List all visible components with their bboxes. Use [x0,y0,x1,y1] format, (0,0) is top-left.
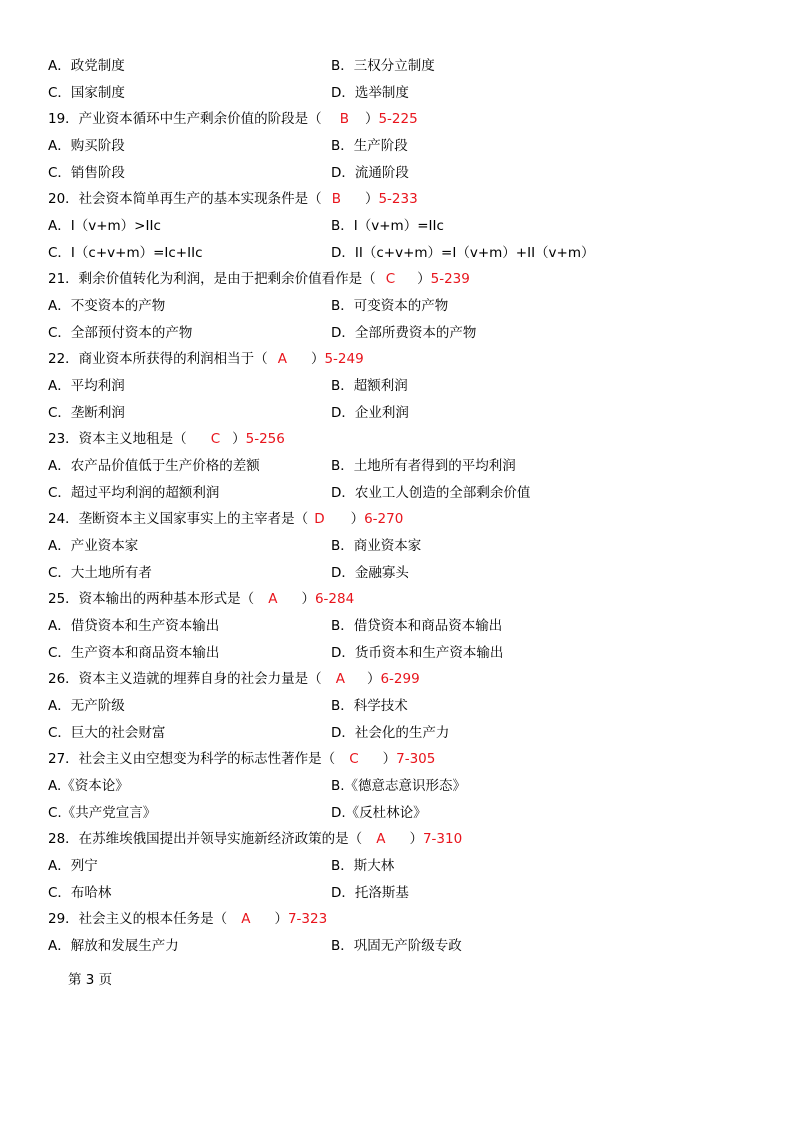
question-text [48,429,285,449]
question-stem: 19．产业资本循环中生产剩余价值的阶段是（ [48,111,322,127]
option-d: D．社会化的生产力 [331,725,450,741]
option-row [48,83,768,103]
option-b: B．斯大林 [331,858,395,874]
option-d: D．农业工人创造的全部剩余价值 [331,485,531,501]
answer-reference: 7-310 [422,831,463,847]
question-stem: 28．在苏维埃俄国提出并领导实施新经济政策的是（ [48,831,363,847]
question-row [48,749,768,769]
option-a: A．平均利润 [48,378,125,394]
option-a: A．产业资本家 [48,538,139,554]
question-stem: 27．社会主义由空想变为科学的标志性著作是（ [48,751,336,767]
answer-letter: A [241,911,251,927]
answer-reference: 6-284 [314,591,355,607]
question-text [48,189,418,209]
question-stem: 25．资本输出的两种基本形式是（ [48,591,255,607]
question-row [48,829,768,849]
option-c: C．大土地所有者 [48,565,152,581]
answer-letter: C [349,751,359,767]
option-d: D．企业利润 [331,405,409,421]
question-stem: 20．社会资本简单再生产的基本实现条件是（ [48,191,322,207]
option-a: A．不变资本的产物 [48,298,166,314]
question-close: ） [350,511,365,527]
answer-reference: 6-270 [364,511,404,527]
option-b: B．巩固无产阶级专政 [331,938,462,954]
question-text [48,589,354,609]
answer-letter: A [268,591,278,607]
option-b: B．三权分立制度 [331,58,435,74]
option-row [48,856,768,876]
question-close: ） [364,111,379,127]
option-c: C．巨大的社会财富 [48,725,166,741]
option-c: C．超过平均利润的超额利润 [48,485,220,501]
option-row [48,643,768,663]
page-number: 第 3 页 [68,972,113,988]
option-row [48,456,768,476]
answer-letter: A [376,831,386,847]
option-b: B．超额利润 [331,378,408,394]
answer-reference: 5-233 [378,191,418,207]
question-close: ） [382,751,397,767]
question-text [48,829,462,849]
question-text [48,749,435,769]
question-row [48,189,768,209]
option-row [48,563,768,583]
option-row [48,803,768,823]
option-b: B．商业资本家 [331,538,422,554]
question-row [48,109,768,129]
question-close: ） [417,271,431,287]
option-a: A．借贷资本和生产资本输出 [48,618,220,634]
answer-reference: 6-299 [380,671,420,687]
question-stem: 21．剩余价值转化为利润，是由于把剩余价值看作是（ [48,271,376,287]
question-text [48,669,420,689]
option-b: B．土地所有者得到的平均利润 [331,458,516,474]
question-row [48,909,768,929]
question-row [48,349,768,369]
option-row [48,616,768,636]
option-row [48,936,768,956]
option-c: C．全部预付资本的产物 [48,325,193,341]
answer-reference: 5-225 [378,111,418,127]
answer-letter: C [210,431,221,447]
option-a: A．农产品价值低于生产价格的差额 [48,458,260,474]
option-d: D．金融寡头 [331,565,409,581]
question-close: ） [274,911,288,927]
option-b: B．科学技术 [331,698,408,714]
question-text [48,509,403,529]
answer-reference: 7-323 [287,911,328,927]
question-text [48,109,418,129]
option-c: C．国家制度 [48,85,125,101]
option-d: D．选举制度 [331,85,409,101]
question-text [48,269,470,289]
question-row [48,269,768,289]
option-a: A．政党制度 [48,58,125,74]
option-a: A．无产阶级 [48,698,125,714]
option-b: B．可变资本的产物 [331,298,449,314]
question-close: ） [364,191,379,207]
question-close: ） [409,831,423,847]
option-b: B．I（v+m）=IIc [331,218,444,234]
answer-reference: 5-256 [245,431,285,447]
question-stem: 26．资本主义造就的埋葬自身的社会力量是（ [48,671,322,687]
option-row [48,403,768,423]
question-row [48,589,768,609]
question-row [48,429,768,449]
option-d: D．全部所费资本的产物 [331,325,477,341]
option-row [48,323,768,343]
answer-reference: 5-249 [324,351,364,367]
option-row [48,56,768,76]
question-row [48,669,768,689]
question-close: ） [366,671,381,687]
option-b: B.《德意志意识形态》 [331,778,467,794]
option-c: C．垄断利润 [48,405,125,421]
option-a: A.《资本论》 [48,778,129,794]
answer-letter: B [339,111,349,127]
option-a: A．I（v+m）>IIc [48,218,161,234]
answer-letter: D [314,511,325,527]
option-c: C．I（c+v+m）=Ic+IIc [48,245,203,261]
option-row [48,723,768,743]
option-row [48,696,768,716]
question-close: ） [310,351,325,367]
answer-reference: 5-239 [430,271,470,287]
option-row [48,243,768,263]
option-row [48,883,768,903]
option-a: A．列宁 [48,858,98,874]
question-close: ） [232,431,246,447]
question-stem: 22．商业资本所获得的利润相当于（ [48,351,268,367]
option-row [48,483,768,503]
option-c: C．销售阶段 [48,165,125,181]
option-a: A．解放和发展生产力 [48,938,179,954]
option-row [48,296,768,316]
question-stem: 23．资本主义地租是（ [48,431,187,447]
answer-letter: A [335,671,345,687]
question-text [48,909,327,929]
option-c: C．生产资本和商品资本输出 [48,645,220,661]
question-text [48,349,364,369]
option-row [48,216,768,236]
answer-reference: 7-305 [396,751,436,767]
option-b: B．生产阶段 [331,138,408,154]
question-close: ） [301,591,315,607]
option-row [48,776,768,796]
option-row [48,163,768,183]
option-d: D．II（c+v+m）=I（v+m）+II（v+m） [331,245,595,261]
question-stem: 29．社会主义的根本任务是（ [48,911,228,927]
answer-letter: A [277,351,287,367]
option-d: D．托洛斯基 [331,885,409,901]
answer-letter: B [331,191,341,207]
option-row [48,536,768,556]
option-c: C．布哈林 [48,885,112,901]
question-stem: 24．垄断资本主义国家事实上的主宰者是（ [48,511,309,527]
option-c: C.《共产党宣言》 [48,805,157,821]
option-a: A．购买阶段 [48,138,125,154]
option-b: B．借贷资本和商品资本输出 [331,618,503,634]
option-row [48,136,768,156]
question-row [48,509,768,529]
option-d: D.《反杜林论》 [331,805,427,821]
option-d: D．货币资本和生产资本输出 [331,645,504,661]
option-row [48,376,768,396]
option-d: D．流通阶段 [331,165,409,181]
answer-letter: C [385,271,396,287]
